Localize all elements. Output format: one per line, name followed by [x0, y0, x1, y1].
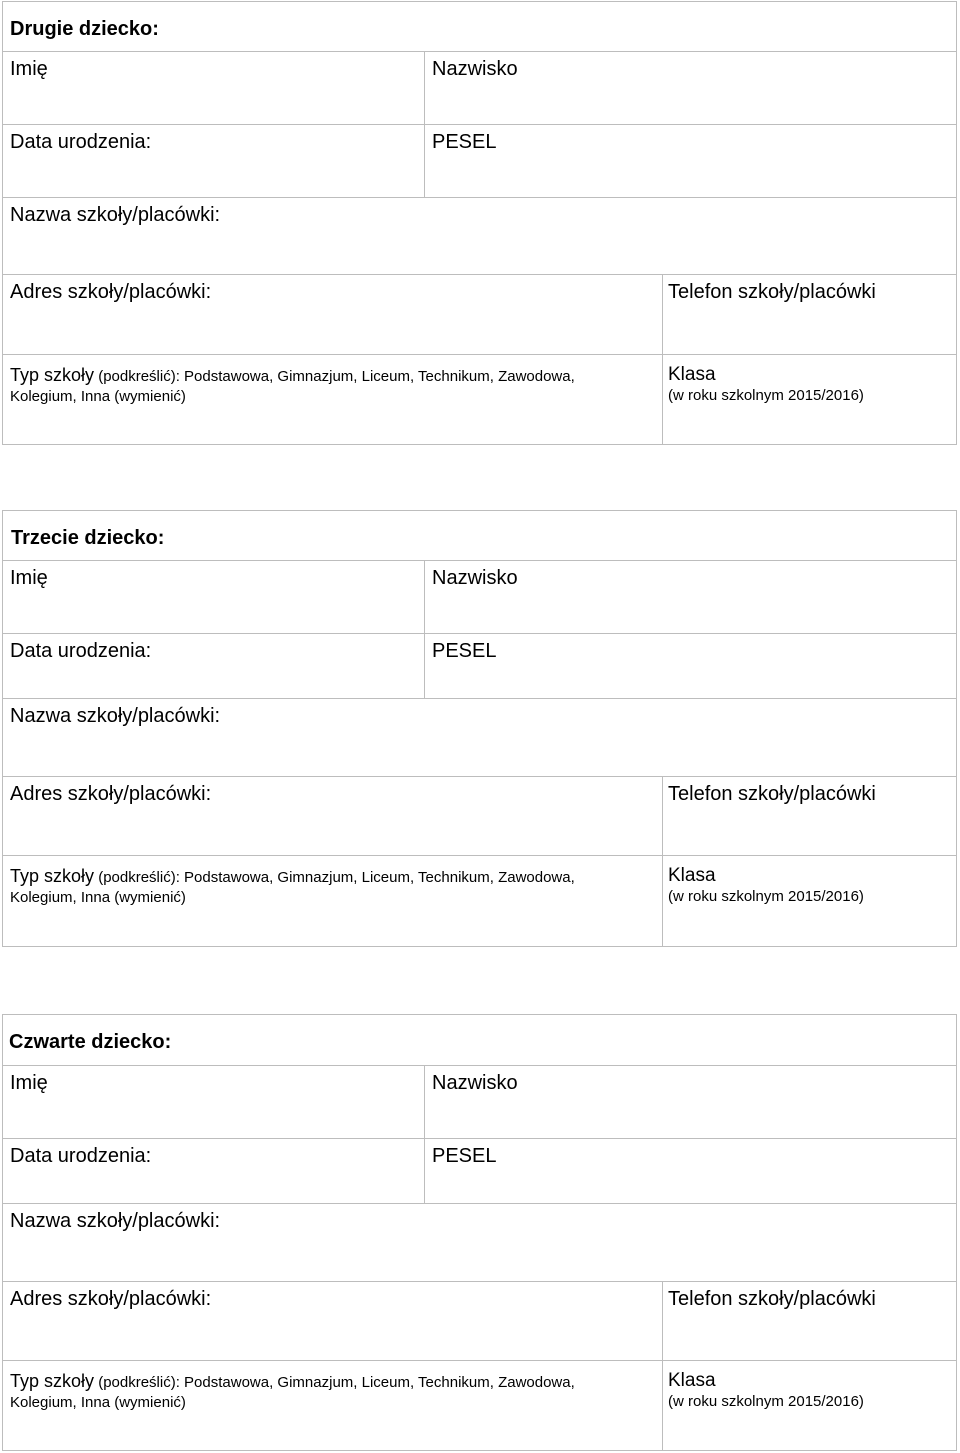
class-label: Klasa	[668, 1370, 716, 1391]
school-address-row	[3, 1281, 956, 1360]
pesel-field[interactable]	[424, 125, 956, 197]
class-note: (w roku szkolnym 2015/2016)	[668, 888, 864, 905]
name-row	[3, 1065, 956, 1138]
school-name-row	[3, 197, 956, 274]
pesel-label: PESEL	[432, 131, 497, 153]
last-name-field[interactable]	[424, 561, 956, 633]
pesel-field[interactable]	[424, 634, 956, 698]
first-name-field[interactable]	[3, 52, 424, 124]
child-form-3	[2, 510, 957, 947]
school-address-field[interactable]	[3, 1282, 662, 1360]
school-phone-label: Telefon szkoły/placówki	[668, 783, 876, 805]
class-field[interactable]	[662, 355, 956, 444]
school-phone-field[interactable]	[662, 275, 956, 354]
birth-row	[3, 633, 956, 698]
school-type-options-line2: Kolegium, Inna (wymienić)	[10, 889, 186, 906]
first-name-field[interactable]	[3, 561, 424, 633]
school-type-options: (podkreślić): Podstawowa, Gimnazjum, Liceum, Technikum, Zawodowa,	[94, 1374, 575, 1391]
school-type-line	[10, 1370, 662, 1393]
section-heading-row	[3, 1015, 956, 1065]
class-note: (w roku szkolnym 2015/2016)	[668, 387, 864, 404]
school-address-row	[3, 274, 956, 354]
school-type-row	[3, 1360, 956, 1450]
school-type-field[interactable]	[3, 856, 662, 946]
school-name-row	[3, 1203, 956, 1281]
class-field[interactable]	[662, 856, 956, 946]
school-name-label: Nazwa szkoły/placówki:	[10, 204, 221, 226]
school-name-row	[3, 698, 956, 776]
school-type-options-line2: Kolegium, Inna (wymienić)	[10, 1394, 186, 1411]
school-type-label: Typ szkoły	[10, 365, 95, 385]
school-type-line	[10, 865, 662, 888]
last-name-field[interactable]	[424, 1066, 956, 1138]
first-name-label: Imię	[10, 567, 48, 589]
school-name-label: Nazwa szkoły/placówki:	[10, 1210, 221, 1232]
school-type-options-line2: Kolegium, Inna (wymienić)	[10, 388, 186, 405]
school-phone-label: Telefon szkoły/placówki	[668, 1288, 876, 1310]
school-address-field[interactable]	[3, 777, 662, 855]
child-form-2	[2, 1, 957, 445]
child-form-4	[2, 1014, 957, 1451]
school-address-row	[3, 776, 956, 855]
last-name-label: Nazwisko	[432, 567, 518, 589]
school-phone-label: Telefon szkoły/placówki	[668, 281, 876, 303]
birth-date-field[interactable]	[3, 1139, 424, 1203]
class-label: Klasa	[668, 364, 716, 385]
section-heading-row	[3, 511, 956, 560]
school-name-label: Nazwa szkoły/placówki:	[10, 705, 221, 727]
first-name-field[interactable]	[3, 1066, 424, 1138]
school-address-field[interactable]	[3, 275, 662, 354]
school-type-line	[10, 364, 662, 387]
birth-date-field[interactable]	[3, 634, 424, 698]
first-name-label: Imię	[10, 58, 48, 80]
pesel-field[interactable]	[424, 1139, 956, 1203]
section-heading-row	[3, 2, 956, 51]
class-note: (w roku szkolnym 2015/2016)	[668, 1393, 864, 1410]
first-name-label: Imię	[10, 1072, 48, 1094]
birth-date-label: Data urodzenia:	[10, 131, 152, 153]
name-row	[3, 51, 956, 124]
school-name-field[interactable]	[3, 1204, 956, 1281]
section-heading: Czwarte dziecko:	[9, 1031, 172, 1053]
school-address-label: Adres szkoły/placówki:	[10, 783, 212, 805]
school-address-label: Adres szkoły/placówki:	[10, 1288, 212, 1310]
school-phone-field[interactable]	[662, 1282, 956, 1360]
last-name-label: Nazwisko	[432, 58, 518, 80]
birth-date-label: Data urodzenia:	[10, 1145, 152, 1167]
school-type-options: (podkreślić): Podstawowa, Gimnazjum, Liceum, Technikum, Zawodowa,	[94, 869, 575, 886]
class-label: Klasa	[668, 865, 716, 886]
school-phone-field[interactable]	[662, 777, 956, 855]
school-type-label: Typ szkoły	[10, 866, 95, 886]
school-type-row	[3, 354, 956, 444]
school-address-label: Adres szkoły/placówki:	[10, 281, 212, 303]
last-name-field[interactable]	[424, 52, 956, 124]
birth-date-label: Data urodzenia:	[10, 640, 152, 662]
last-name-label: Nazwisko	[432, 1072, 518, 1094]
school-type-field[interactable]	[3, 355, 662, 444]
pesel-label: PESEL	[432, 640, 497, 662]
school-type-label: Typ szkoły	[10, 1371, 95, 1391]
class-field[interactable]	[662, 1361, 956, 1450]
section-heading: Drugie dziecko:	[10, 18, 159, 40]
birth-date-field[interactable]	[3, 125, 424, 197]
school-type-field[interactable]	[3, 1361, 662, 1450]
school-type-row	[3, 855, 956, 946]
pesel-label: PESEL	[432, 1145, 497, 1167]
birth-row	[3, 1138, 956, 1203]
school-type-options: (podkreślić): Podstawowa, Gimnazjum, Liceum, Technikum, Zawodowa,	[94, 368, 575, 385]
school-name-field[interactable]	[3, 699, 956, 776]
section-heading: Trzecie dziecko:	[11, 527, 165, 549]
birth-row	[3, 124, 956, 197]
name-row	[3, 560, 956, 633]
school-name-field[interactable]	[3, 198, 956, 274]
